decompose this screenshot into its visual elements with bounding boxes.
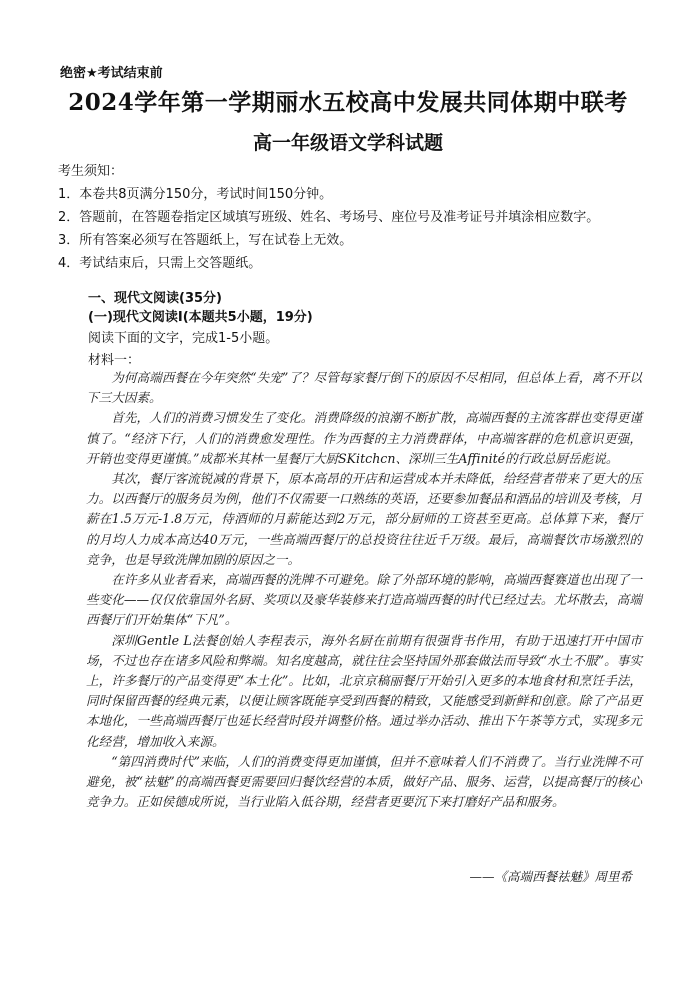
section-subheading: (一)现代文阅读I(本题共5小题，19分) [88,310,313,325]
article-paragraph: “第四消费时代”来临，人们的消费变得更加谨慎，但并不意味着人们不消费了。当行业洗牌不可避免，被“祛魅”的高端西餐更需要回归餐饮经营的本质，做好产品、服务、运营，以提高餐厅的核心竞争力。正如侯德成所说，当行业陷入低谷期，经营者更要沉下来打磨好产品和服务。 [86,753,642,810]
exam-title: 2024学年第一学期丽水五校高中发展共同体期中联考 [68,89,628,116]
article-paragraph: 深圳Gentle L法餐创始人李程表示，海外名厨在前期有很强背书作用，有助于迅速打开中国市场，不过也存在诸多风险和弊端。知名度越高，就往往会坚持国外那套做法而导致“水土不服”。事实上，许多餐厅的产品变得更“本土化”。比如，北京京稿丽餐厅开始引入更多的本地食材和烹饪手法，同时保留西餐的经典元素，以便让顾客既能享受到西餐的精致，又能感受到新鲜和创意。除了产品更本地化，一些高端西餐厅也延长经营时段并调整价格。通过举办活动、推出下午茶等方式，实现多元化经营，增加收入来源。 [86,632,642,749]
article-paragraph: 为何高端西餐在今年突然“失宠”了？尽管每家餐厅倒下的原因不尽相同，但总体上看，离不开以下三大因素。 [86,370,642,406]
secret-label: 绝密★考试结束前 [60,66,163,81]
notice-item: 3．所有答案必须写在答题纸上，写在试卷上无效。 [58,233,353,248]
notice-item: 1．本卷共8页满分150分，考试时间150分钟。 [58,187,333,202]
section-instruction: 阅读下面的文字，完成1-5小题。 [88,331,279,346]
candidate-notice [58,160,658,275]
notice-heading: 考生须知： [58,164,124,179]
article-paragraph: 其次，餐厅客流锐减的背景下，原本高昂的开店和运营成本并未降低，给经营者带来了更大的压力。以西餐厅的服务员为例，他们不仅需要一口熟练的英语，还要参加餐品和酒品的培训及考核，月薪在1.5万元-1.8万元，侍酒师的月薪能达到2万元，部分厨师的工资甚至更高。总体算下来，餐厅的月均人力成本高达40万元，一些高端西餐厅的总投资往往近千万级。最后，高端餐饮市场激烈的竞争，也是导致洗牌加剧的原因之一。 [86,471,642,567]
notice-item: 4．考试结束后，只需上交答题纸。 [58,256,262,271]
exam-subtitle: 高一年级语文学科试题 [252,132,443,154]
article-paragraph: 在许多从业者看来，高端西餐的洗牌不可避免。除了外部环境的影响，高端西餐赛道也出现了一些变化——仅仅依靠国外名厨、奖项以及豪华装修来打造高端西餐的时代已经过去。尤坏散去，高端西餐厅们开始集体“下凡”。 [86,572,642,628]
notice-item: 2．答题前，在答题卷指定区域填写班级、姓名、考场号、座位号及准考证号并填涂相应数字。 [58,210,600,225]
article-source: ——《高端西餐祛魅》周里希 [469,869,632,884]
article-body [86,368,642,812]
section-heading: 一、现代文阅读(35分) [88,291,222,306]
material-label: 材料一： [88,353,141,368]
article-paragraph: 首先，人们的消费习惯发生了变化。消费降级的浪潮不断扩散，高端西餐的主流客群也变得更谨慎了。“经济下行，人们的消费愈发理性。作为西餐的主力消费群体，中高端客群的危机意识更强，开销也变得更谨慎。”成都米其林一星餐厅大厨SKitchcn、深圳三生Affinité的行政总厨岳彪说。 [86,410,642,466]
